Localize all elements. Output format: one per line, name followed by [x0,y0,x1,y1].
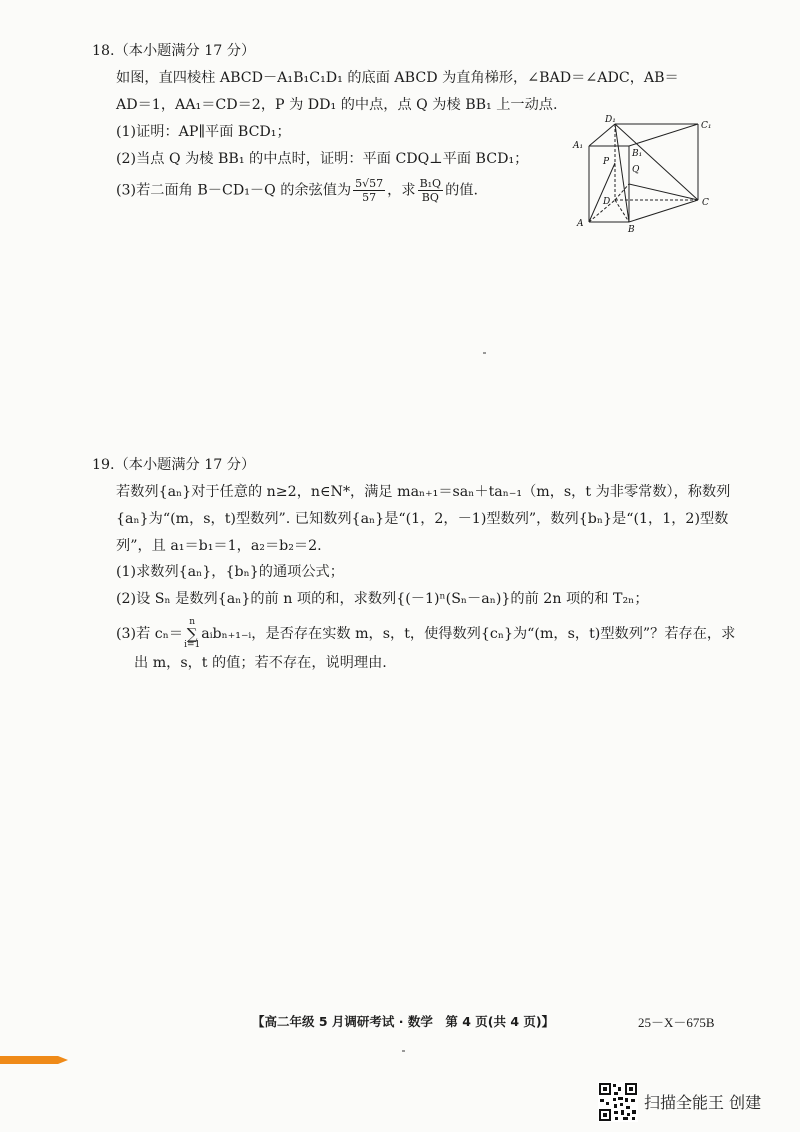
q18-part-1: (1)证明：AP∥平面 BCD₁； [116,124,291,140]
label-a: A [577,219,584,229]
q18-part-3-end: 的值. [445,182,478,199]
label-a1: A₁ [573,141,584,151]
q19-header: 19.（本小题满分 17 分） [92,457,256,473]
ratio-denominator: BQ [421,191,439,204]
edge-d1b [615,124,629,222]
scanner-watermark [598,1082,788,1124]
edge-ap [589,163,615,222]
label-d1: D₁ [605,115,616,125]
q18-part-3-mid: ，求 [387,182,416,199]
prism-figure [565,112,725,236]
q19-part-3-rest: aᵢbₙ₊₁₋ᵢ，是否存在实数 m，s，t，使得数列{cₙ}为“(m，s，t)型数列”？若存在，求 [201,626,736,642]
label-d: D [603,197,611,207]
label-c: C [702,198,709,208]
q19-part-1: (1)求数列{aₙ}，{bₙ}的通项公式； [116,564,344,580]
qr-code-icon [598,1082,638,1122]
edge-bc [629,200,698,222]
footer-code: 25－X－675B [638,1015,715,1030]
label-b1: B₁ [632,149,643,159]
edge-d1a1 [589,124,615,146]
edge-b1c1 [629,124,698,146]
q18-stem-line-2: AD＝1，AA₁＝CD＝2，P 为 DD₁ 的中点，点 Q 为棱 BB₁ 上一动点. [116,97,558,113]
edge-qc [629,184,698,200]
cosine-fraction [353,177,385,204]
ratio-fraction [418,177,444,204]
footer-title: 【高二年级 5 月调研考试 · 数学 第 4 页(共 4 页)】 [252,1014,555,1029]
scan-speck [483,352,486,354]
edge-db-hidden [615,200,629,222]
q18-header: 18.（本小题满分 17 分） [92,43,256,59]
label-p: P [603,157,610,167]
q18-stem-line-1: 如图，直四棱柱 ABCD－A₁B₁C₁D₁ 的底面 ABCD 为直角梯形，∠BAD＝∠ADC，AB＝ [116,70,679,86]
q18-part-2: (2)当点 Q 为棱 BB₁ 的中点时，证明：平面 CDQ⊥平面 BCD₁； [116,151,529,167]
label-c1: C₁ [701,121,712,131]
summation [184,618,200,650]
q19-stem-line-1: 若数列{aₙ}对于任意的 n≥2，n∈N*，满足 maₙ₊₁＝saₙ＋taₙ₋₁（m，s，t 为非零常数），称数列 [116,484,731,500]
highlighter-mark [0,1052,70,1068]
sigma-symbol: ∑ [186,625,198,643]
highlight-stroke [0,1056,68,1064]
cosine-numerator: 5√57 [355,177,384,190]
label-q: Q [632,165,640,175]
label-b: B [628,225,635,235]
scan-speck-2 [402,1050,405,1052]
edge-ad-hidden [589,200,615,222]
q19-part-3-line-2: 出 m，s，t 的值；若不存在，说明理由. [134,655,387,671]
edge-d1c [615,124,698,200]
sigma-upper: n [189,617,196,627]
ratio-numerator: B₁Q [419,177,442,190]
q19-stem-line-3: 列”，且 a₁＝b₁＝1，a₂＝b₂＝2. [116,538,322,554]
scanner-label: 扫描全能王 创建 [644,1093,762,1112]
cosine-denominator: 57 [362,191,377,204]
q18-part-3-text: (3)若二面角 B－CD₁－Q 的余弦值为 [116,182,352,199]
q19-part-2: (2)设 Sₙ 是数列{aₙ}的前 n 项的和，求数列{(－1)ⁿ(Sₙ－aₙ)}的前 2n 项的和 T₂ₙ； [116,591,649,607]
question-19 [92,452,736,677]
q19-part-3 [92,617,736,650]
sigma-lower: i=1 [184,640,201,650]
edge-dq-hidden [615,184,629,200]
q19-part-3-text: (3)若 cₙ＝ [116,626,184,642]
q19-stem-line-2: {aₙ}为“(m，s，t)型数列”. 已知数列{aₙ}是“(1，2，－1)型数列”，数列{bₙ}是“(1，1，2)型数 [116,511,729,527]
